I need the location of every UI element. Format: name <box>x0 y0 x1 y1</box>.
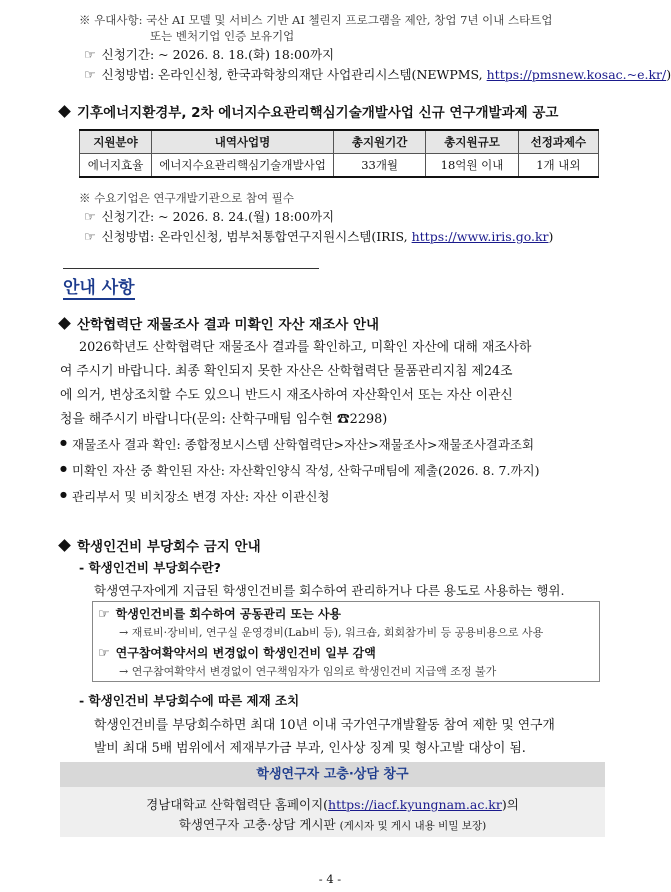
top-method-suffix: ) <box>666 67 671 82</box>
student-sub1-desc: 학생연구자에게 지급된 학생인건비를 회수하여 관리하거나 다른 용도로 사용하는 행위. <box>94 583 565 598</box>
list-item: ● 관리부서 및 비치장소 변경 자산: 자산 이관신청 <box>72 487 329 505</box>
list-item: ● 미확인 자산 중 확인된 자산: 자산확인양식 작성, 산학구매팀에 제출(2026. 8. 7.까지) <box>72 461 540 479</box>
top-method-text: 신청방법: 온라인신청, 한국과학창의재단 사업관리시스템(NEWPMS, <box>101 67 487 82</box>
counsel-line2-note: (게시자 및 게시 내용 비밀 보장) <box>339 820 487 832</box>
box-item1-desc: → 재료비·장비비, 연구실 운영경비(Lab비 등), 워크숍, 회회참가비 등 공용비용으로 사용 <box>119 626 544 639</box>
section-title <box>63 268 319 298</box>
preference-note-line1: ※ 우대사항: 국산 AI 모델 및 서비스 기반 AI 첼린지 프로그램을 제안, 창업 7년 이내 스타트업 <box>79 13 553 27</box>
table-header: 지원분야 <box>80 130 152 154</box>
diamond-bullet-icon <box>58 105 71 118</box>
box-item1-title <box>98 605 341 622</box>
table-header: 총지원기간 <box>333 130 425 154</box>
section-title-text: 안내 사항 <box>63 278 135 298</box>
announce2-title <box>60 101 558 121</box>
newpms-link[interactable]: https://pmsnew.kosac.~e.kr/ <box>486 67 667 82</box>
pointing-hand-icon: ☞ <box>84 68 96 83</box>
pointing-hand-icon: ☞ <box>84 230 96 245</box>
counsel-line1-suffix: )의 <box>501 797 519 812</box>
pointing-hand-icon: ☞ <box>84 48 96 63</box>
table-cell: 18억원 이내 <box>426 154 518 178</box>
counsel-line1 <box>60 795 605 813</box>
asset-para-line3: 에 의거, 변상조치할 수도 있으니 반드시 재조사하여 자산확인서 또는 자산 이관신 <box>60 388 513 403</box>
pointing-hand-icon: ☞ <box>84 210 96 225</box>
table-cell: 에너지수요관리핵심기술개발사업 <box>152 154 334 178</box>
counsel-line2 <box>60 815 605 833</box>
table-row <box>80 154 599 178</box>
diamond-bullet-icon <box>58 539 71 552</box>
asset-para-line4: 청을 해주시기 바랍니다(문의: 산학구매팀 임수현 ☎2298) <box>60 412 388 427</box>
page-number: - 4 - <box>318 872 342 886</box>
counsel-box <box>60 762 605 837</box>
box-item2-title-text: 연구참여확약서의 변경없이 학생인건비 일부 감액 <box>115 646 376 660</box>
iris-link[interactable]: https://www.iris.go.kr <box>411 229 549 244</box>
top-period-text: 신청기간: ~ 2026. 8. 18.(화) 18:00까지 <box>101 47 335 62</box>
table-header: 내역사업명 <box>152 130 334 154</box>
counsel-line1-text: 경남대학교 산학협력단 홈페이지( <box>146 797 329 812</box>
table-header: 선정과제수 <box>518 130 598 154</box>
pointing-hand-icon: ☞ <box>98 646 110 661</box>
student-sub2: - 학생인건비 부당회수에 따른 제재 조치 <box>79 693 300 708</box>
student-title <box>60 535 261 555</box>
pointing-hand-icon: ☞ <box>98 607 110 622</box>
announce2-note: ※ 수요기업은 연구개발기관으로 참여 필수 <box>79 191 294 205</box>
asset-para-line1: 2026학년도 산학협력단 재물조사 결과를 확인하고, 미확인 자산에 대해 재조사하 <box>79 340 532 355</box>
student-sub2-line1: 학생인건비를 부당회수하면 최대 10년 이내 국가연구개발활동 참여 제한 및 연구개 <box>94 718 555 733</box>
student-sub1: - 학생인건비 부당회수란? <box>79 560 221 575</box>
counsel-box-title: 학생연구자 고충·상담 창구 <box>60 762 605 787</box>
announce2-table <box>79 129 599 178</box>
announce2-method-suffix: ) <box>548 229 554 244</box>
student-sub2-line2: 발비 최대 5배 범위에서 제재부가금 부과, 인사상 징계 및 형사고발 대상이 됨. <box>94 741 526 756</box>
box-item1-title-text: 학생인건비를 회수하여 공동관리 또는 사용 <box>115 607 342 621</box>
list-item: ● 재물조사 결과 확인: 종합정보시스템 산학협력단>자산>재물조사>재물조사결과조회 <box>72 435 534 453</box>
table-header: 총지원규모 <box>426 130 518 154</box>
table-cell: 1개 내외 <box>518 154 598 178</box>
asset-para-line2: 여 주시기 바랍니다. 최종 확인되지 못한 자산은 산학협력단 물품관리지침 제24조 <box>60 364 513 379</box>
student-title-text: 학생인건비 부당회수 금지 안내 <box>77 539 261 555</box>
box-item2-title <box>98 644 376 661</box>
top-method <box>84 65 671 83</box>
announce2-period-text: 신청기간: ~ 2026. 8. 24.(월) 18:00까지 <box>101 209 335 224</box>
announce2-period <box>84 207 334 225</box>
table-cell: 에너지효율 <box>80 154 152 178</box>
announce2-title-text: 기후에너지환경부, 2차 에너지수요관리핵심기술개발사업 신규 연구개발과제 공고 <box>77 105 559 121</box>
asset-title <box>60 313 379 333</box>
top-period <box>84 45 334 63</box>
announce2-method-text: 신청방법: 온라인신청, 범부처통합연구지원시스템(IRIS, <box>101 229 412 244</box>
diamond-bullet-icon <box>58 317 71 330</box>
box-item2-desc: → 연구참여확약서 변경없이 연구책임자가 임의로 학생인건비 지급액 조정 불가 <box>119 665 497 678</box>
kyungnam-link[interactable]: https://iacf.kyungnam.ac.kr <box>328 797 502 812</box>
student-example-box <box>92 601 600 682</box>
table-header-row <box>80 130 599 154</box>
preference-note-line2: 또는 벤처기업 인증 보유기업 <box>150 29 295 43</box>
counsel-line2-text: 학생연구자 고충·상담 게시판 <box>178 817 336 832</box>
table-cell: 33개월 <box>333 154 425 178</box>
announce2-method <box>84 227 553 245</box>
asset-title-text: 산학협력단 재물조사 결과 미확인 자산 재조사 안내 <box>77 317 380 333</box>
